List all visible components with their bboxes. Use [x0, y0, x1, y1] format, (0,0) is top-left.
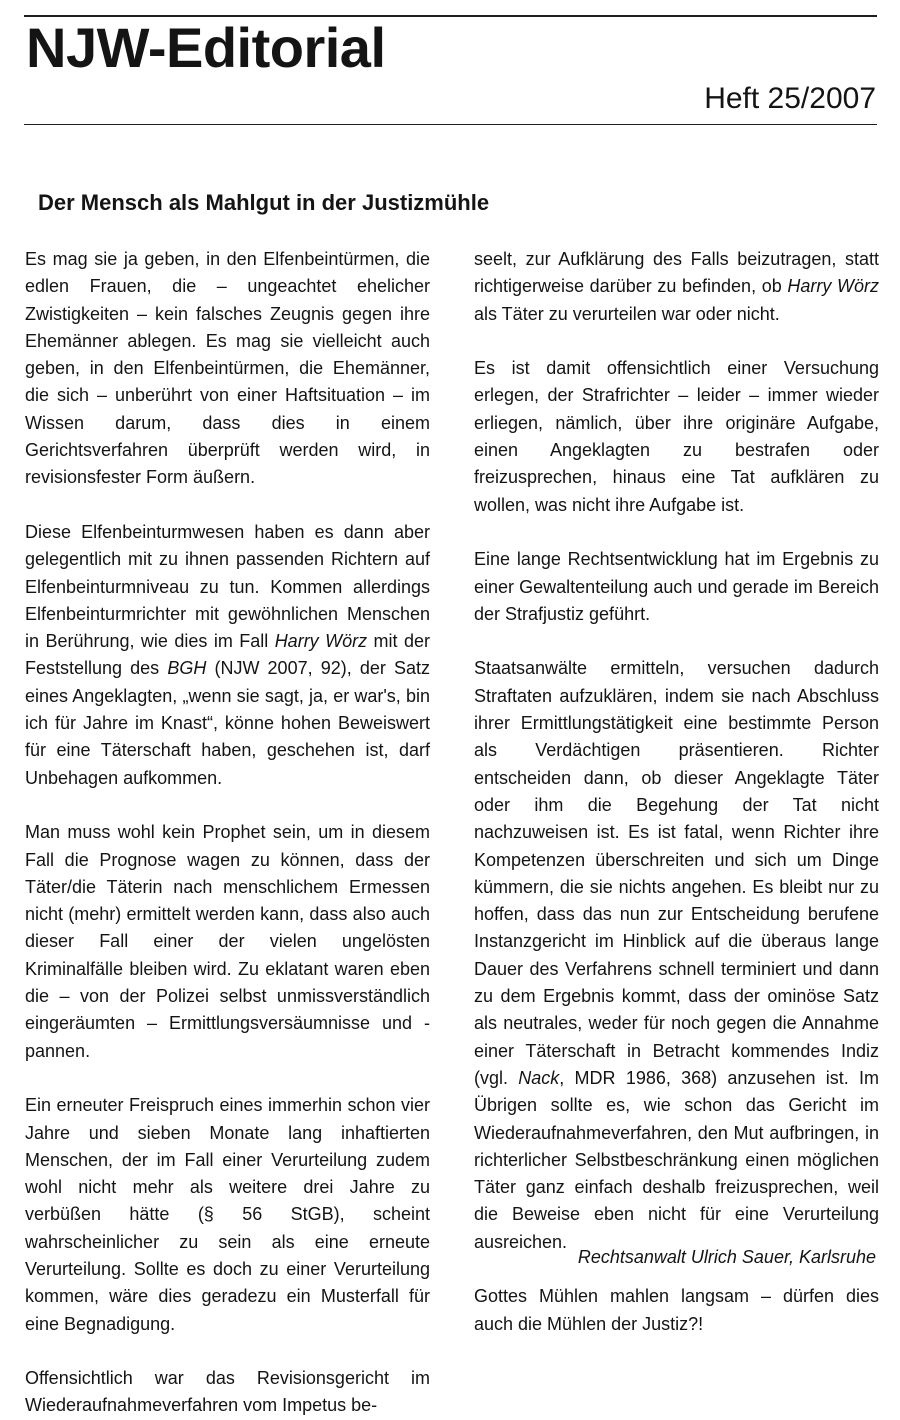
paragraph: Offensichtlich war das Revisionsgericht im Wiederaufnahmeverfahren vom Impetus be- — [25, 1368, 430, 1416]
paragraph: Es ist damit offensichtlich einer Versuchung erlegen, der Strafrichter – leider – immer wieder erliegen, nämlich, über ihre originäre Aufgabe, einen Angeklagten zu bestrafen oder freizusprechen, hinaus eine Tat aufklären zu wollen, was nicht ihre Aufgabe ist. — [474, 358, 879, 515]
paragraph — [474, 655, 879, 1256]
issue-number: Heft 25/2007 — [704, 82, 876, 115]
article-headline: Der Mensch als Mahlgut in der Justizmühle — [38, 190, 490, 215]
paragraph — [474, 246, 879, 328]
paragraph — [25, 519, 430, 792]
paragraph: Gottes Mühlen mahlen langsam – dürfen dies auch die Mühlen der Justiz?! — [474, 1286, 879, 1334]
author-signature: Rechtsanwalt Ulrich Sauer, Karlsruhe — [577, 1247, 876, 1267]
paragraph: Eine lange Rechtsentwicklung hat im Ergebnis zu einer Gewaltenteilung auch und gerade im Bereich der Strafjustiz geführt. — [474, 549, 879, 624]
paragraph: Man muss wohl kein Prophet sein, um in diesem Fall die Prognose wagen zu können, dass der Täter/die Täterin nach menschlichem Ermessen nicht (mehr) ermittelt werden kann, dass also auch dieser Fall einer der vielen ungelösten Kriminalfälle bleiben wird. Zu eklatant waren eben die – von der Polizei selbst unmissverständlich eingeräumten – Ermittlungsversäumnisse und -pannen. — [25, 822, 430, 1061]
masthead-bottom-rule — [24, 124, 877, 125]
court-name: BGH — [167, 658, 207, 679]
masthead-title: NJW-Editorial — [26, 16, 386, 79]
person-name: Harry Wörz — [274, 631, 368, 652]
paragraph-text: (NJW 2007, 92), der Satz eines Angeklagten, „wenn sie sagt, ja, er war's, bin ich für Jahre im Knast“, könne hohen Beweiswert für eine Täterschaft haben, geschehen ist, darf Unbehagen aufkommen. — [25, 658, 430, 788]
article-column-left — [25, 246, 430, 1420]
paragraph-text: mit der Feststellung des — [25, 631, 430, 679]
paragraph: Ein erneuter Freispruch eines immerhin schon vier Jahre und sieben Monate lang inhaftierten Menschen, der im Fall einer Verurteilung zudem wohl nicht mehr als weitere drei Jahre zu verbüßen hätte (§ 56 StGB), scheint wahrscheinlicher zu sein als eine erneute Verurteilung. Sollte es doch zu einer Verurteilung kommen, wäre dies geradezu ein Musterfall für eine Begnadigung. — [25, 1095, 430, 1334]
paragraph-text: als Täter zu verurteilen war oder nicht. — [474, 303, 780, 324]
paragraph-text: Diese Elfenbeinturmwesen haben es dann aber gelegentlich mit zu ihnen passenden Richtern auf Elfenbeinturmniveau zu tun. Kommen allerdings Elfenbeinturmrichter mit gewöhnlichen Menschen in Berührung, wie dies im Fall — [25, 521, 430, 652]
paragraph: Es mag sie ja geben, in den Elfenbeintürmen, die edlen Frauen, die – ungeachtet ehelicher Zwistigkeiten – kein falsches Zeugnis gegen ihre Ehemänner ablegen. Es mag sie vielleicht auch geben, in den Elfenbeintürmen, die Ehemänner, die sich – unberührt von einer Haftsituation – im Wissen darum, dass dies in einem Gerichtsverfahren überprüft werden wird, in revisionsfester Form äußern. — [25, 249, 430, 488]
person-name: Harry Wörz — [787, 276, 880, 297]
paragraph-text: Staatsanwälte ermitteln, versuchen dadurch Straftaten aufzuklären, indem sie nach Abschluss ihrer Ermittlungstätigkeit eine bestimmte Person als Verdächtigen präsentieren. Richter entscheiden dann, ob dieser Angeklagte Täter oder ihm die Begehung der Tat nicht nachzuweisen ist. Es ist fatal, wenn Richter ihre Kompetenzen überschreiten und sich um Dinge kümmern, die sie nichts angehen. Es bleibt nur zu hoffen, dass das nun zur Entscheidung berufene Instanzgericht im Hinblick auf die überaus lange Dauer des Verfahrens schnell terminiert und dann zu dem Ergebnis kommt, dass der ominöse Satz als neutrales, weder für noch gegen die Annahme einer Täterschaft in Betracht kommendes Indiz (vgl. — [474, 658, 879, 1088]
article-column-right — [474, 246, 879, 1338]
paragraph-text: seelt, zur Aufklärung des Falls beizutragen, statt richtigerweise darüber zu befinden, ob — [474, 249, 879, 297]
paragraph-text: , MDR 1986, 368) anzusehen ist. Im Übrigen sollte es, wie schon das Gericht im Wiederaufnahmeverfahren, den Mut aufbringen, in richterlicher Selbstbeschränkung einen möglichen Täter ganz einfach deshalb freizusprechen, weil die Beweise eben nicht für eine Verurteilung ausreichen. — [474, 1067, 880, 1252]
cited-author: Nack — [518, 1067, 560, 1088]
